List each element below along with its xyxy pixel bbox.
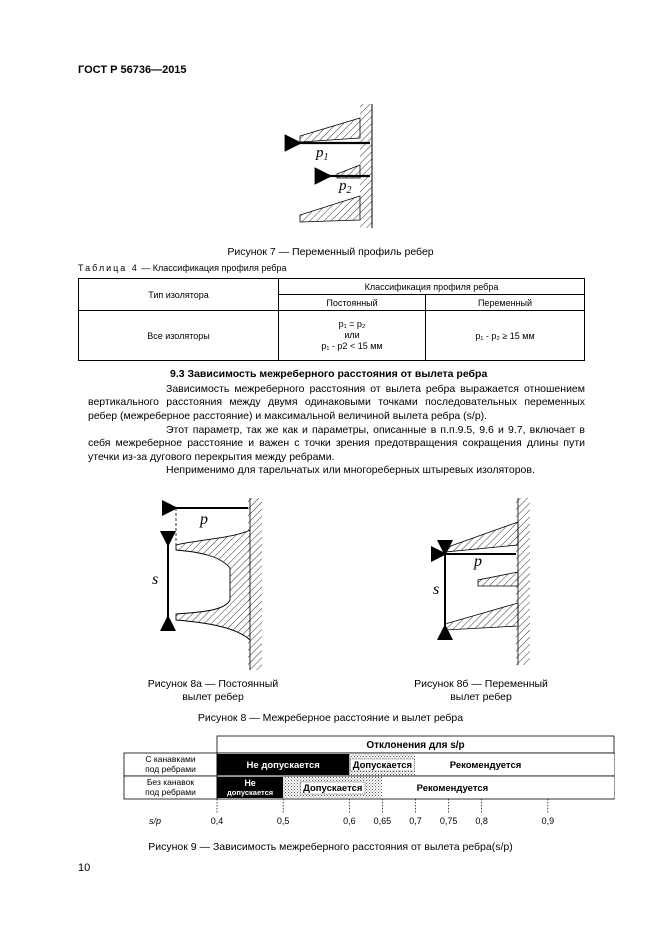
fig9-row-label: под ребрами bbox=[145, 787, 196, 797]
figure-8b-caption: Рисунок 8б — Переменный вылет ребер bbox=[414, 678, 548, 703]
section-paragraph-2: Этот параметр, так же как и параметры, описанные в п.п.9.5, 9.6 и 9.7, включает в себя межреберное расстояние и важен с точки зрения предотвращения сокращения длины пути утечки из-за дугового перекрытия между ребрами. bbox=[88, 424, 585, 463]
fig8b-label-s: s bbox=[433, 581, 440, 598]
fig9-segment-label: Допускается bbox=[303, 783, 363, 794]
fig8a-label-s: s bbox=[152, 571, 159, 588]
table-header-const: Постоянный bbox=[279, 295, 426, 311]
table-header-type: Тип изолятора bbox=[79, 279, 279, 311]
fig9-tick-label: 0,4 bbox=[210, 816, 224, 826]
fig7-label-p2: $p_2$ bbox=[339, 178, 352, 196]
page-number: 10 bbox=[78, 862, 91, 874]
section-paragraph-1: Зависимость межреберного расстояния от вылета ребра выражается отношением вертикального расстояния между двумя одинаковыми точками последовательных переменных ребер (межреберное расстояние) и максимальной величиной вылета ребра (s/p). bbox=[88, 383, 585, 422]
table-4-caption: Таблица 4 — Классификация профиля ребра bbox=[78, 263, 287, 273]
fig9-segment-label: Рекомендуется bbox=[416, 783, 489, 794]
fig9-row-label: Без канавок bbox=[146, 777, 195, 787]
fig9-segment-label: Не bbox=[244, 778, 256, 788]
figure-7-caption: Рисунок 7 — Переменный профиль ребер bbox=[227, 246, 434, 258]
fig9-tick-label: 0,7 bbox=[409, 816, 422, 826]
table-header-class: Классификация профиля ребра bbox=[279, 279, 585, 295]
fig8a-label-p: p bbox=[200, 511, 208, 528]
fig9-tick-label: 0,6 bbox=[343, 816, 356, 826]
fig7-label-p1: $p_1$ bbox=[316, 145, 329, 163]
table-header-var: Переменный bbox=[426, 295, 585, 311]
fig9-tick-label: 0,5 bbox=[276, 816, 290, 826]
fig9-tick-label: 0,65 bbox=[373, 816, 392, 826]
fig9-segment-label: Рекомендуется bbox=[449, 760, 522, 771]
fig8b-label-p: p bbox=[474, 553, 482, 570]
table-cell-var: p₁ - p₂ ≥ 15 мм bbox=[426, 311, 585, 361]
fig9-tick-label: 0,8 bbox=[475, 816, 488, 826]
fig9-axis-label: s/p bbox=[148, 816, 162, 826]
table-cell-type: Все изоляторы bbox=[79, 311, 279, 361]
fig9-title: Отклонения для s/p bbox=[366, 740, 465, 751]
fig9-segment-label: Допускается bbox=[352, 760, 413, 771]
figure-8a-caption: Рисунок 8а — Постоянный вылет ребер bbox=[147, 678, 279, 703]
section-title: 9.3 Зависимость межреберного расстояния от вылета ребра bbox=[170, 368, 488, 380]
table-cell-const: p₁ = p₂ или p₁ - p2 < 15 мм bbox=[279, 311, 426, 361]
fig9-row-label: С канавками bbox=[145, 754, 196, 764]
figure-8-caption: Рисунок 8 — Межреберное расстояние и вылет ребра bbox=[197, 712, 464, 724]
fig9-tick-label: 0,9 bbox=[541, 816, 555, 826]
figure-9-caption: Рисунок 9 — Зависимость межреберного расстояния от вылета ребра(s/p) bbox=[148, 841, 513, 853]
fig9-tick-label: 0,75 bbox=[439, 816, 458, 826]
section-paragraph-3: Неприменимо для тарельчатых или многореберных штыревых изоляторов. bbox=[166, 464, 535, 476]
document-header: ГОСТ Р 56736—2015 bbox=[78, 64, 187, 76]
fig9-row-label: под ребрами bbox=[145, 764, 196, 774]
fig9-segment-label: допускается bbox=[227, 788, 274, 797]
fig9-segment-label: Не допускается bbox=[246, 760, 320, 771]
